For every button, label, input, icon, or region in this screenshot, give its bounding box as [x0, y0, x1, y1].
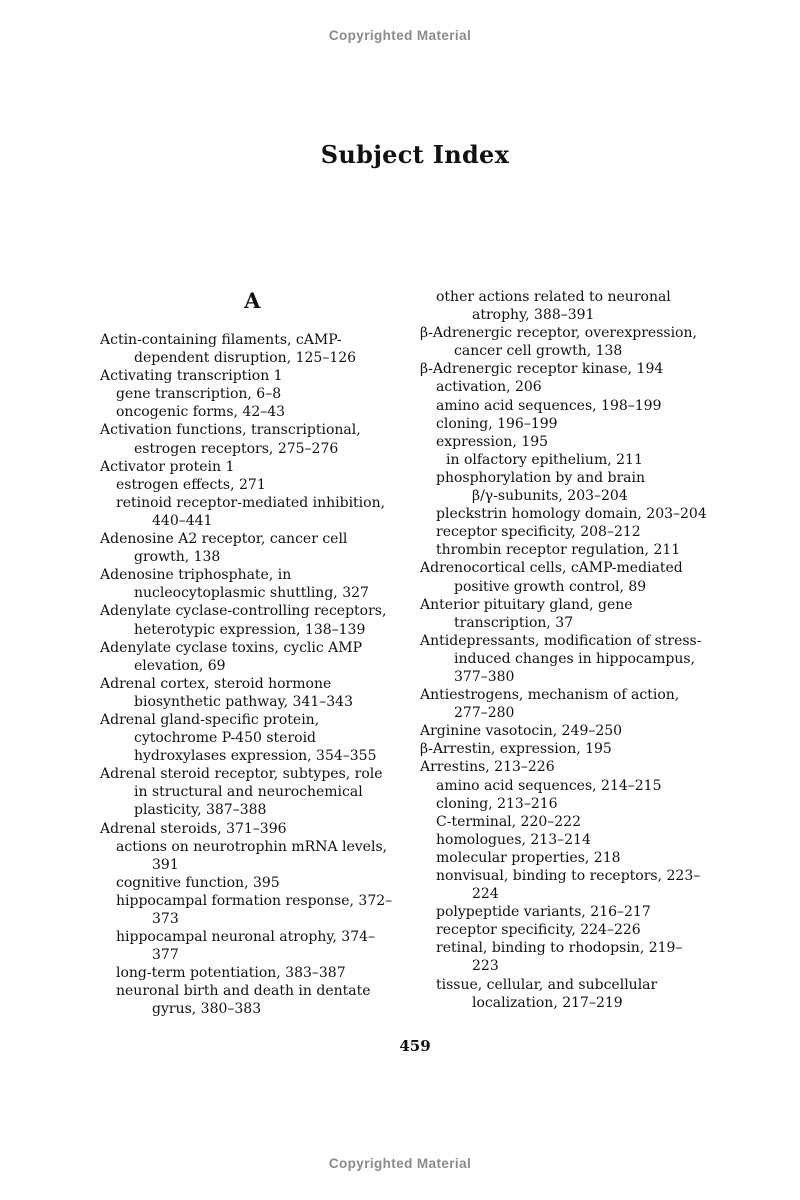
- index-line: induced changes in hippocampus,: [454, 650, 695, 667]
- index-line: expression, 195: [436, 433, 549, 450]
- index-line: receptor specificity, 208–212: [436, 524, 641, 541]
- index-line: 373: [152, 911, 179, 927]
- index-line: nucleocytoplasmic shuttling, 327: [134, 585, 369, 602]
- index-line: oncogenic forms, 42–43: [116, 404, 286, 421]
- index-line: localization, 217–219: [472, 994, 623, 1011]
- index-line: polypeptide variants, 216–217: [436, 904, 651, 921]
- index-line: 224: [472, 886, 499, 903]
- index-line: elevation, 69: [134, 657, 226, 674]
- index-line: amino acid sequences, 198–199: [436, 397, 662, 414]
- index-line: 377: [152, 947, 179, 964]
- index-line: Adenylate cyclase toxins, cyclic AMP: [100, 639, 363, 656]
- index-line: nonvisual, binding to receptors, 223–: [436, 868, 701, 884]
- index-line: growth, 138: [134, 549, 221, 566]
- index-line: estrogen receptors, 275–276: [134, 440, 339, 457]
- index-line: C-terminal, 220–222: [436, 813, 581, 830]
- section-letter-a: A: [244, 288, 261, 313]
- copyright-notice-bottom: Copyrighted Material: [328, 1156, 472, 1171]
- index-line: 391: [152, 856, 179, 873]
- index-line: estrogen effects, 271: [116, 476, 266, 493]
- index-line: Actin-containing filaments, cAMP-: [100, 332, 342, 348]
- index-line: β-Adrenergic receptor, overexpression,: [420, 325, 697, 342]
- index-line: hippocampal formation response, 372–: [116, 892, 393, 909]
- index-line: hydroxylases expression, 354–355: [134, 748, 377, 765]
- index-line: cognitive function, 395: [116, 874, 280, 891]
- page-title: Subject Index: [320, 140, 510, 169]
- index-line: Adrenal steroid receptor, subtypes, role: [100, 766, 383, 783]
- index-line: thrombin receptor regulation, 211: [436, 542, 681, 559]
- index-line: cloning, 196–199: [436, 415, 558, 432]
- index-right-lines: [420, 288, 750, 1012]
- index-line: Adenosine triphosphate, in: [100, 567, 292, 584]
- index-line: plasticity, 387–388: [134, 802, 267, 819]
- index-line: retinal, binding to rhodopsin, 219–: [436, 940, 683, 957]
- index-line: long-term potentiation, 383–387: [116, 965, 346, 982]
- index-line: transcription, 37: [454, 614, 574, 631]
- index-line: phosphorylation by and brain: [436, 469, 646, 486]
- index-line: actions on neurotrophin mRNA levels,: [116, 838, 388, 855]
- index-line: Anterior pituitary gland, gene: [420, 596, 633, 613]
- index-line: pleckstrin homology domain, 203–204: [436, 506, 707, 523]
- index-line: 440–441: [152, 512, 213, 529]
- index-line: Antiestrogens, mechanism of action,: [420, 687, 680, 704]
- index-line: amino acid sequences, 214–215: [436, 777, 662, 794]
- index-line: Adrenal gland-specific protein,: [100, 711, 320, 728]
- index-left-lines: [100, 331, 405, 1019]
- index-left-column: [100, 288, 405, 1019]
- index-line: cloning, 213–216: [436, 795, 558, 812]
- index-line: β-Arrestin, expression, 195: [420, 741, 612, 758]
- index-line: Adenylate cyclase-controlling receptors,: [100, 603, 387, 620]
- index-line: Adrenal cortex, steroid hormone: [100, 675, 332, 692]
- index-line: Arginine vasotocin, 249–250: [420, 723, 623, 740]
- index-line: Adrenocortical cells, cAMP-mediated: [420, 560, 683, 577]
- index-line: retinoid receptor-mediated inhibition,: [116, 494, 386, 511]
- index-line: gyrus, 380–383: [152, 1001, 262, 1018]
- index-line: Activating transcription 1: [100, 368, 283, 385]
- index-line: homologues, 213–214: [436, 831, 591, 848]
- index-line: Activator protein 1: [100, 458, 235, 475]
- index-line: receptor specificity, 224–226: [436, 922, 641, 939]
- index-line: gene transcription, 6–8: [116, 386, 282, 403]
- index-line: in olfactory epithelium, 211: [446, 451, 643, 468]
- index-line: 223: [472, 958, 499, 975]
- index-line: 377–380: [454, 668, 515, 685]
- index-line: in structural and neurochemical: [134, 784, 363, 801]
- index-line: activation, 206: [436, 379, 542, 396]
- index-line: β-Adrenergic receptor kinase, 194: [420, 361, 664, 378]
- index-line: β/γ-subunits, 203–204: [472, 488, 628, 505]
- index-line: atrophy, 388–391: [472, 307, 595, 324]
- index-line: cancer cell growth, 138: [454, 343, 623, 360]
- index-line: 277–280: [454, 705, 515, 722]
- index-line: Adrenal steroids, 371–396: [100, 820, 287, 837]
- index-line: dependent disruption, 125–126: [134, 350, 357, 367]
- index-line: molecular properties, 218: [436, 849, 621, 866]
- index-line: Antidepressants, modification of stress-: [420, 632, 702, 649]
- copyright-notice-top: Copyrighted Material: [328, 28, 472, 43]
- index-line: neuronal birth and death in dentate: [116, 983, 371, 1000]
- index-line: Activation functions, transcriptional,: [100, 422, 361, 439]
- index-line: tissue, cellular, and subcellular: [436, 976, 658, 993]
- index-line: positive growth control, 89: [454, 578, 647, 595]
- index-line: cytochrome P-450 steroid: [134, 730, 317, 747]
- index-line: biosynthetic pathway, 341–343: [134, 693, 353, 710]
- index-line: hippocampal neuronal atrophy, 374–: [116, 929, 376, 946]
- index-line: other actions related to neuronal: [436, 289, 671, 305]
- page-number: 459: [399, 1037, 431, 1055]
- index-right-column: [420, 288, 750, 1012]
- index-line: heterotypic expression, 138–139: [134, 621, 366, 638]
- index-line: Adenosine A2 receptor, cancer cell: [100, 531, 348, 548]
- index-line: Arrestins, 213–226: [420, 759, 555, 776]
